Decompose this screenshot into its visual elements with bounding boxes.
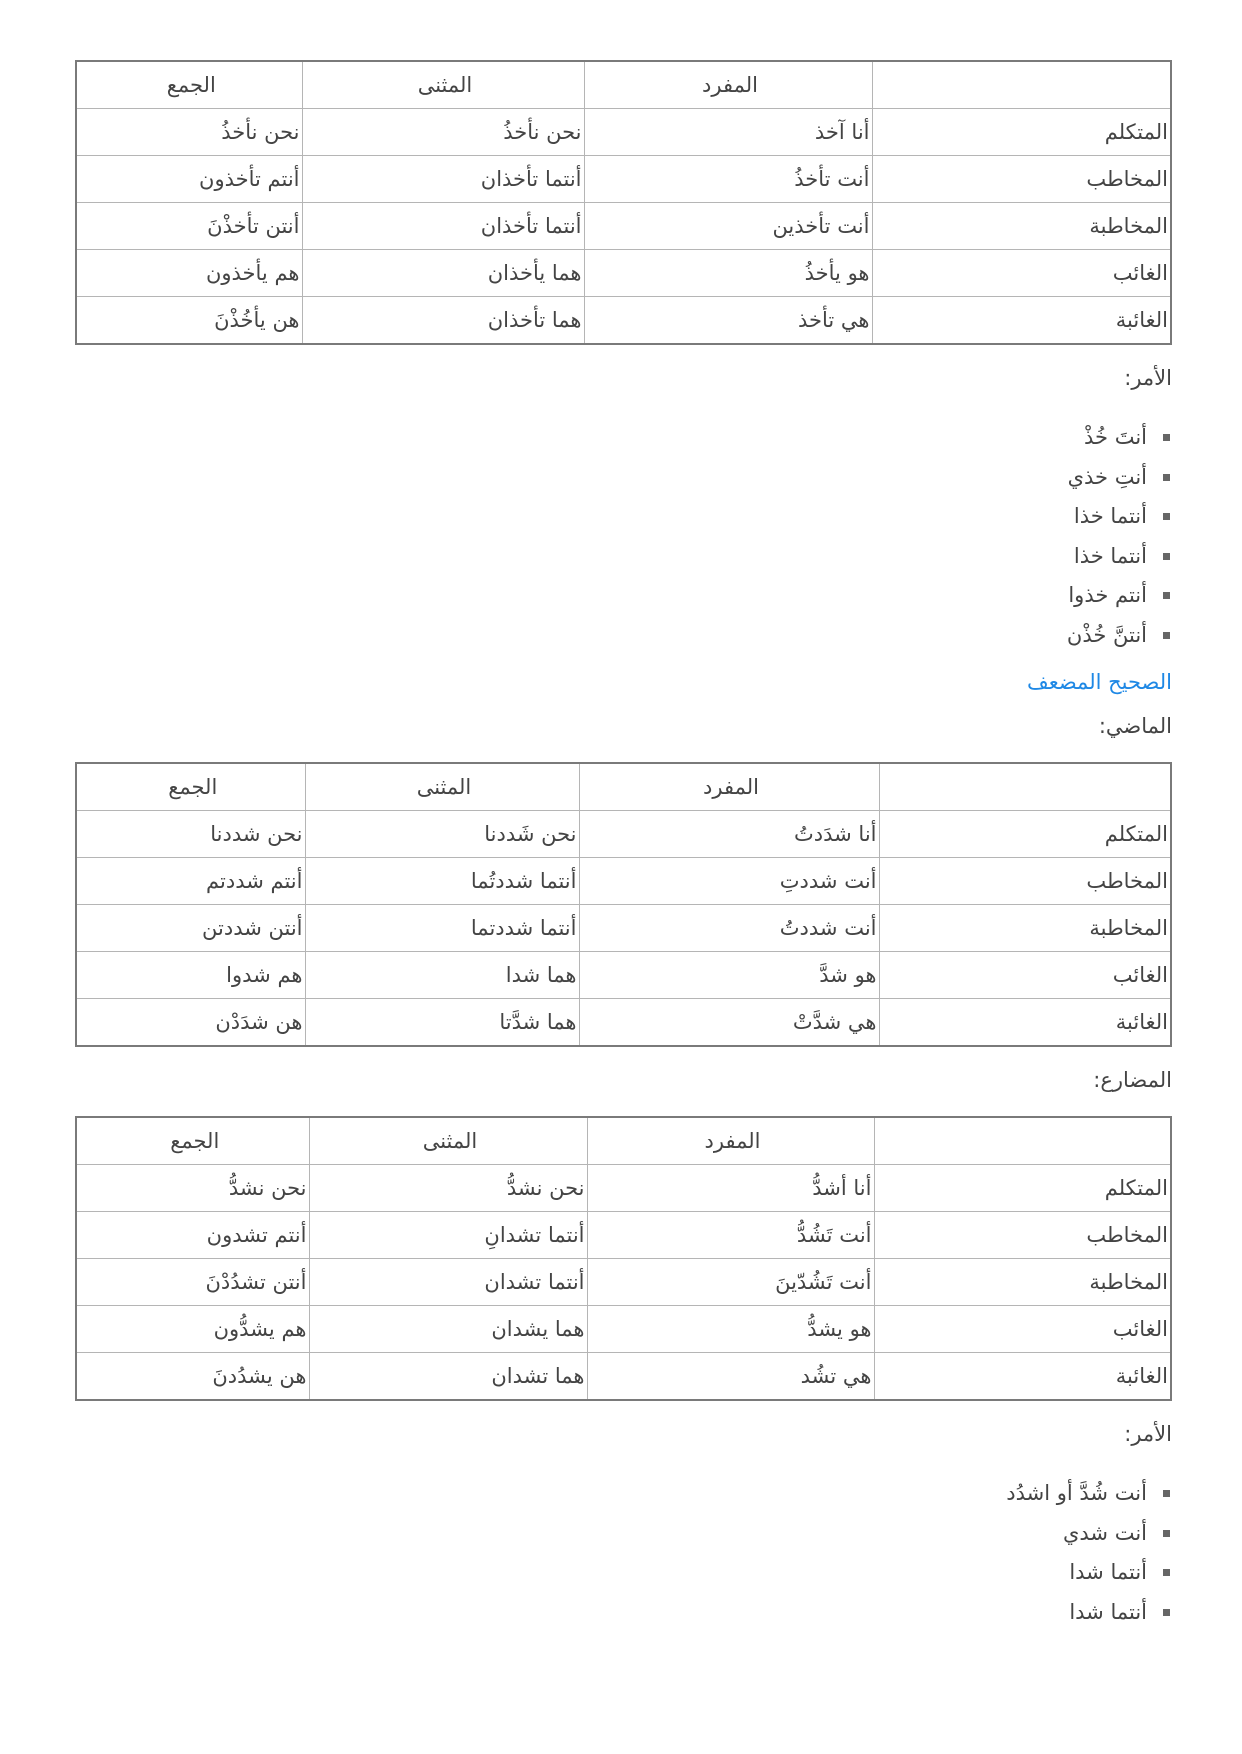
header-cell: المثنى — [309, 1117, 587, 1165]
bullet-square-icon — [1163, 632, 1170, 639]
mudari-label: المضارع: — [1093, 1068, 1172, 1092]
table-row — [76, 811, 1171, 858]
bullet-square-icon — [1163, 1530, 1170, 1537]
table-cell: هما يشدان — [309, 1306, 587, 1353]
table-cell: المتكلم — [872, 109, 1171, 156]
table-cell: هم يأخذون — [76, 250, 302, 297]
list-item — [77, 616, 1172, 656]
table-cell: أنتما تشدانِ — [309, 1212, 587, 1259]
header-cell: الجمع — [76, 61, 302, 109]
header-cell: المفرد — [587, 1117, 874, 1165]
list-item-text: أنتِ خذي — [1067, 464, 1147, 489]
table-cell: نحن نشدُّ — [309, 1165, 587, 1212]
list-item — [77, 418, 1172, 458]
table-cell: أنتم تشدون — [76, 1212, 309, 1259]
table-cell: هما يأخذان — [302, 250, 584, 297]
table-cell: الغائبة — [872, 297, 1171, 345]
table-cell: هما تشدان — [309, 1353, 587, 1401]
list-item-text: أنتما خذا — [1073, 504, 1147, 528]
table-cell: المتكلم — [874, 1165, 1171, 1212]
table-cell: هن يأخُذْنَ — [76, 297, 302, 345]
table-cell: أنتن تشدُدْنَ — [76, 1259, 309, 1306]
list-item — [77, 1593, 1172, 1633]
table-cell: هي تأخذ — [584, 297, 872, 345]
table-cell: هو شدَّ — [579, 952, 879, 999]
header-cell — [874, 1117, 1171, 1165]
table-cell: هما تأخذان — [302, 297, 584, 345]
header-cell: الجمع — [76, 1117, 309, 1165]
table-cell: هم شدوا — [76, 952, 305, 999]
table-cell: أنتم شددتم — [76, 858, 305, 905]
list-item — [77, 1514, 1172, 1554]
table-cell: أنت شددتِ — [579, 858, 879, 905]
table-row — [76, 905, 1171, 952]
bullet-square-icon — [1163, 474, 1170, 481]
table-cell: أنتما شددتما — [305, 905, 579, 952]
amr-label: الأمر: — [1124, 366, 1172, 390]
bullet-square-icon — [1163, 434, 1170, 441]
table-cell: أنتن تأخذْنَ — [76, 203, 302, 250]
table-cell: أنت تَشُدّينَ — [587, 1259, 874, 1306]
table-cell: أنت تأخذين — [584, 203, 872, 250]
list-item-text: أنت شُدَّ أو اشدُد — [1006, 1481, 1147, 1505]
table-cell: هي شدَّتْ — [579, 999, 879, 1047]
table-cell: الغائبة — [879, 999, 1171, 1047]
table-cell: المخاطب — [879, 858, 1171, 905]
list-item — [77, 576, 1172, 616]
list-item-text: أنتما شدا — [1069, 1560, 1147, 1584]
table-cell: أنتما تشدان — [309, 1259, 587, 1306]
conjugation-table-shadda-present — [75, 1116, 1172, 1401]
bullet-square-icon — [1163, 1609, 1170, 1616]
document-page — [77, 60, 1172, 1632]
header-cell: المثنى — [305, 763, 579, 811]
list-item-text: أنتما شدا — [1069, 1599, 1147, 1624]
conjugation-table-shadda-past — [75, 762, 1172, 1047]
table-row — [76, 858, 1171, 905]
list-item-text: أنتما خذا — [1073, 543, 1147, 568]
table-cell: الغائبة — [874, 1353, 1171, 1401]
table-cell: نحن نأخذُ — [302, 109, 584, 156]
table-cell: المخاطبة — [874, 1259, 1171, 1306]
table-cell: هو يشدُّ — [587, 1306, 874, 1353]
table-row — [76, 952, 1171, 999]
bullet-square-icon — [1163, 513, 1170, 520]
table-cell: نحن شَددنا — [305, 811, 579, 858]
amr-label: الأمر: — [1124, 1422, 1172, 1446]
table-row — [76, 1306, 1171, 1353]
table-cell: المخاطبة — [872, 203, 1171, 250]
list-item-text: أنت شدي — [1062, 1520, 1147, 1545]
bullet-square-icon — [1163, 1490, 1170, 1497]
section-link-sahih-mudaaf[interactable]: الصحيح المضعف — [1026, 670, 1172, 694]
table-row — [76, 1259, 1171, 1306]
table-cell: هي تشُد — [587, 1353, 874, 1401]
table-row — [76, 109, 1171, 156]
table-cell: أنا أشدُّ — [587, 1165, 874, 1212]
table-cell: أنا آخذ — [584, 109, 872, 156]
table-cell: الغائب — [879, 952, 1171, 999]
header-cell: الجمع — [76, 763, 305, 811]
list-item-text: أنتَ خُذْ — [1084, 425, 1147, 449]
amr-list — [77, 418, 1172, 655]
table-row — [76, 1212, 1171, 1259]
table-cell: المخاطب — [874, 1212, 1171, 1259]
madi-label: الماضي: — [1098, 714, 1172, 738]
table-cell: أنت تَشُدُّ — [587, 1212, 874, 1259]
table-cell: هن شدَدْن — [76, 999, 305, 1047]
list-item — [77, 1474, 1172, 1514]
table-row — [76, 1165, 1171, 1212]
list-item — [77, 1553, 1172, 1593]
header-cell — [879, 763, 1171, 811]
list-item — [77, 497, 1172, 537]
table-cell: أنتن شددتن — [76, 905, 305, 952]
table-row — [76, 203, 1171, 250]
table-cell: أنتما شددتُما — [305, 858, 579, 905]
table-cell: الغائب — [874, 1306, 1171, 1353]
list-item-text: أنتنَّ خُذْن — [1066, 622, 1147, 647]
table-cell: المخاطب — [872, 156, 1171, 203]
header-cell: المثنى — [302, 61, 584, 109]
table-cell: هو يأخذُ — [584, 250, 872, 297]
list-item — [77, 537, 1172, 577]
table-cell: نحن شددنا — [76, 811, 305, 858]
bullet-square-icon — [1163, 1569, 1170, 1576]
amr-list — [77, 1474, 1172, 1632]
list-item-text: أنتم خذوا — [1068, 583, 1147, 607]
table-cell: أنت تأخذُ — [584, 156, 872, 203]
table-cell: هن يشدُدنَ — [76, 1353, 309, 1401]
table-cell: هما شدَّتا — [305, 999, 579, 1047]
list-item — [77, 458, 1172, 498]
table-row — [76, 1353, 1171, 1401]
table-row — [76, 156, 1171, 203]
table-cell: أنتم تأخذون — [76, 156, 302, 203]
table-cell: أنت شددتُ — [579, 905, 879, 952]
table-cell: أنتما تأخذان — [302, 156, 584, 203]
table-cell: المتكلم — [879, 811, 1171, 858]
table-cell: هم يشدُّون — [76, 1306, 309, 1353]
table-row — [76, 999, 1171, 1047]
header-cell: المفرد — [579, 763, 879, 811]
table-cell: المخاطبة — [879, 905, 1171, 952]
table-row — [76, 250, 1171, 297]
table-cell: الغائب — [872, 250, 1171, 297]
table-row — [76, 297, 1171, 345]
table-cell: أنتما تأخذان — [302, 203, 584, 250]
table-cell: هما شدا — [305, 952, 579, 999]
table-cell: نحن نأخذُ — [76, 109, 302, 156]
bullet-square-icon — [1163, 592, 1170, 599]
header-cell: المفرد — [584, 61, 872, 109]
table-cell: نحن نشدُّ — [76, 1165, 309, 1212]
conjugation-table-akhadha-present — [75, 60, 1172, 345]
table-header-row — [76, 61, 1171, 109]
header-cell — [872, 61, 1171, 109]
table-header-row — [76, 1117, 1171, 1165]
table-header-row — [76, 763, 1171, 811]
table-cell: أنا شدَدتُ — [579, 811, 879, 858]
bullet-square-icon — [1163, 553, 1170, 560]
